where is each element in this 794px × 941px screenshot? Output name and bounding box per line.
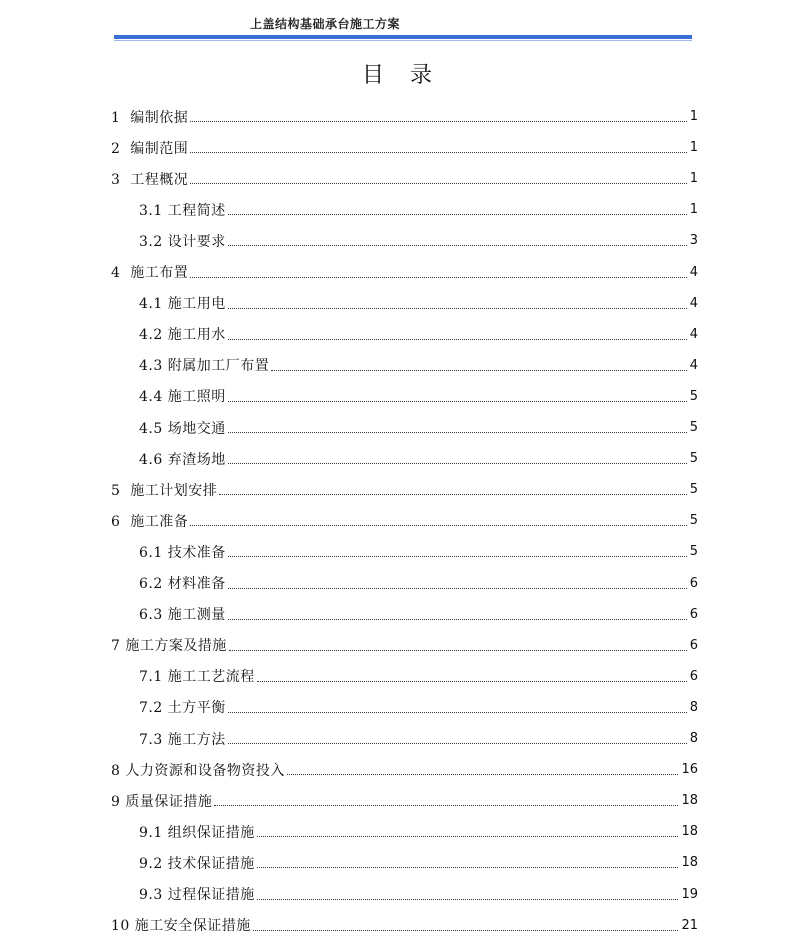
toc-page-number: 4	[689, 295, 698, 311]
toc-page-number: 5	[689, 420, 698, 435]
toc-entry-text: 4.1 施工用电	[139, 296, 226, 313]
toc-entry-text: 4 施工布置	[111, 265, 189, 281]
toc-page-number: 5	[689, 544, 698, 560]
toc-page-number: 3	[689, 233, 698, 249]
toc-entry-text: 5 施工计划安排	[111, 482, 218, 499]
toc-page-number: 1	[689, 109, 698, 124]
toc-page-number: 4	[689, 264, 698, 280]
toc-page-number: 18	[681, 793, 698, 809]
toc-entry[interactable]	[139, 194, 698, 225]
toc-entry[interactable]	[139, 225, 698, 256]
toc-entry[interactable]	[139, 288, 698, 319]
dot-leader	[253, 929, 679, 931]
toc-title-char: 录	[410, 63, 459, 88]
header-rule-thin	[114, 40, 692, 41]
dot-leader	[228, 431, 687, 433]
toc-page-number: 19	[681, 886, 698, 902]
dot-leader	[228, 213, 687, 215]
toc-entry[interactable]	[139, 692, 698, 723]
dot-leader	[190, 151, 686, 153]
toc-entry[interactable]	[111, 630, 698, 661]
toc-page-number: 18	[681, 824, 698, 840]
toc-entry[interactable]	[111, 505, 698, 536]
toc-entry-text: 9.2 技术保证措施	[139, 855, 255, 872]
toc-page-number: 4	[689, 357, 698, 373]
toc-entry-text: 3 工程概况	[111, 171, 189, 188]
toc-entry[interactable]	[139, 443, 698, 474]
toc-entry-text: 3.1 工程简述	[139, 202, 226, 219]
dot-leader	[228, 244, 687, 246]
toc-page-number: 5	[689, 482, 698, 498]
toc-entry[interactable]	[139, 319, 698, 350]
dot-leader	[219, 493, 686, 495]
toc-page-number: 4	[689, 326, 698, 342]
toc-entry-text: 4.6 弃渣场地	[139, 451, 226, 468]
toc-page-number: 1	[689, 202, 698, 218]
toc-page-number: 16	[681, 762, 698, 778]
toc-entry[interactable]	[139, 723, 698, 754]
toc-entry-text: 4.5 场地交通	[139, 420, 226, 437]
toc-entry-text: 9.3 过程保证措施	[139, 887, 255, 903]
toc-entry-text: 9.1 组织保证措施	[139, 824, 255, 841]
dot-leader	[228, 338, 687, 340]
toc-page-number: 5	[689, 513, 698, 529]
toc-entry-text: 7 施工方案及措施	[111, 638, 227, 655]
toc-entry-text: 9 质量保证措施	[111, 793, 213, 810]
toc-entry[interactable]	[139, 381, 698, 412]
toc-page-number: 6	[689, 668, 698, 684]
toc-page-number: 6	[689, 606, 698, 622]
dot-leader	[190, 120, 686, 122]
header-rule	[114, 35, 692, 39]
toc-entry-text: 4.4 施工照明	[139, 389, 226, 406]
toc-page-number: 8	[689, 731, 698, 746]
running-header-title: 上盖结构基础承台施工方案	[249, 17, 400, 31]
toc-entry-text: 7.2 土方平衡	[139, 700, 226, 717]
dot-leader	[228, 307, 687, 309]
dot-leader	[228, 618, 687, 620]
toc-entry-text: 4.3 附属加工厂布置	[139, 358, 270, 375]
toc-entry[interactable]	[111, 785, 698, 816]
toc-entry[interactable]	[111, 754, 698, 785]
dot-leader	[228, 742, 687, 744]
dot-leader	[287, 773, 679, 775]
dot-leader	[229, 649, 687, 651]
toc-entry[interactable]	[139, 568, 698, 599]
toc-entry[interactable]	[111, 474, 698, 505]
dot-leader	[228, 400, 687, 402]
toc-page-number: 8	[689, 699, 698, 715]
toc-page-number: 1	[689, 140, 698, 156]
toc-entry-text: 6.2 材料准备	[139, 576, 226, 592]
toc-entry-text: 7.3 施工方法	[139, 731, 226, 748]
dot-leader	[214, 804, 678, 806]
dot-leader	[257, 835, 679, 837]
toc-page-number: 5	[689, 451, 698, 467]
toc-entry[interactable]	[139, 599, 698, 630]
toc-entry[interactable]	[111, 132, 698, 163]
toc-title	[0, 58, 794, 89]
toc-entry[interactable]	[139, 350, 698, 381]
toc-entry[interactable]	[111, 163, 698, 194]
toc-entry-text: 3.2 设计要求	[139, 233, 226, 250]
toc-entry-text: 8 人力资源和设备物资投入	[111, 762, 285, 779]
dot-leader	[228, 462, 687, 464]
toc-entry[interactable]	[139, 412, 698, 443]
dot-leader	[228, 587, 687, 589]
toc-entry-text: 6.1 技术准备	[139, 544, 226, 561]
toc-entry-text: 6.3 施工测量	[139, 607, 226, 624]
toc-entry[interactable]	[111, 101, 698, 132]
dot-leader	[228, 555, 687, 557]
toc-page-number: 1	[689, 171, 698, 187]
toc-entry[interactable]	[139, 816, 698, 847]
toc-entry[interactable]	[139, 879, 698, 910]
toc-entry-text: 10 施工安全保证措施	[111, 918, 251, 935]
toc-entry-text: 2 编制范围	[111, 140, 189, 157]
toc-entry[interactable]	[139, 661, 698, 692]
dot-leader	[257, 680, 687, 682]
toc-title-char: 目	[361, 63, 410, 88]
dot-leader	[190, 182, 686, 184]
dot-leader	[190, 524, 686, 526]
toc-page-number: 6	[689, 637, 698, 653]
toc-entry-text: 4.2 施工用水	[139, 327, 226, 344]
toc-entry-text: 1 编制依据	[111, 109, 189, 126]
toc-entry[interactable]	[139, 847, 698, 878]
dot-leader	[228, 711, 687, 713]
toc-page-number: 5	[689, 388, 698, 404]
toc-page-number: 21	[681, 917, 698, 933]
toc-page-number: 18	[681, 855, 698, 871]
toc-entry[interactable]	[139, 536, 698, 567]
toc-entry[interactable]	[111, 910, 698, 941]
dot-leader	[271, 369, 687, 371]
toc-page-number: 6	[689, 575, 698, 591]
toc-entry-text: 6 施工准备	[111, 513, 189, 530]
toc-entry-text: 7.1 施工工艺流程	[139, 669, 255, 686]
dot-leader	[190, 276, 686, 278]
dot-leader	[257, 866, 679, 868]
toc-entry[interactable]	[111, 257, 698, 288]
dot-leader	[257, 898, 679, 900]
